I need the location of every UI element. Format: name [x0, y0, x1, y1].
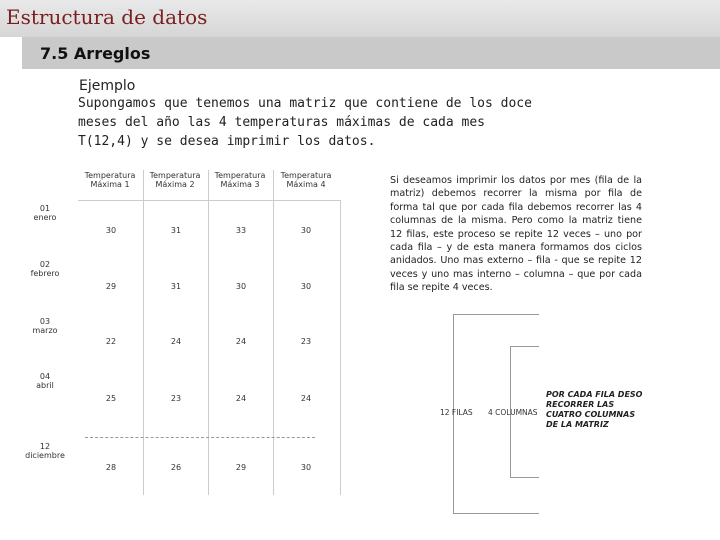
table-cell: 22: [105, 337, 117, 346]
section-title: 7.5 Arreglos: [40, 44, 151, 63]
table-cell: 28: [105, 463, 117, 472]
intro-line-2: meses del año las 4 temperaturas máximas de cada mes: [78, 115, 485, 130]
col-header-2: Temperatura Máxima 2: [149, 171, 201, 189]
table-cell: 29: [105, 282, 117, 291]
table-cell: 24: [235, 337, 247, 346]
table-cell: 24: [235, 394, 247, 403]
row-label: 04 abril: [36, 372, 54, 390]
table-cell: 25: [105, 394, 117, 403]
row-label: 12 diciembre: [25, 442, 65, 460]
table-cell: 31: [170, 282, 182, 291]
row-label: 03 marzo: [32, 317, 58, 335]
intro-line-3: T(12,4) y se desea imprimir los datos.: [78, 134, 376, 149]
table-cell: 30: [235, 282, 247, 291]
table-cell: 30: [300, 463, 312, 472]
table-cell: 26: [170, 463, 182, 472]
col-header-3: Temperatura Máxima 3: [214, 171, 266, 189]
table-cell: 24: [170, 337, 182, 346]
outer-loop-label: 12 FILAS: [440, 408, 473, 417]
table-cell: 24: [300, 394, 312, 403]
inner-loop-label: 4 COLUMNAS: [488, 408, 538, 417]
row-label: 01 enero: [33, 204, 57, 222]
table-cell: 23: [300, 337, 312, 346]
example-label: Ejemplo: [79, 78, 136, 94]
table-cell: 23: [170, 394, 182, 403]
col-header-4: Temperatura Máxima 4: [280, 171, 332, 189]
explanation-text: Si deseamos imprimir los datos por mes (fila de la matriz) debemos recorrer la misma por fila de forma tal que por cada fila debemos recorrer las 4 columnas de la misma. Pero como la matriz tiene 12 filas, este proceso se repite 12 veces – uno por cada fila – y de esta manera formamos dos ciclos anidados. Uno mas externo – fila - que se repite 12 veces y uno mas interno – columna – que por cada fila se repite 4 veces.: [390, 175, 642, 294]
col-header-1: Temperatura Máxima 1: [84, 171, 136, 189]
row-label: 02 febrero: [30, 260, 60, 278]
intro-line-1: Supongamos que tenemos una matriz que contiene de los doce: [78, 96, 532, 111]
page-title: Estructura de datos: [6, 5, 208, 29]
table-cell: 33: [235, 226, 247, 235]
table-cell: 30: [300, 282, 312, 291]
diagram-note: POR CADA FILA DESO RECORRER LAS CUATRO COLUMNAS DE LA MATRIZ: [546, 390, 643, 429]
table-cell: 31: [170, 226, 182, 235]
table-cell: 30: [105, 226, 117, 235]
table-cell: 30: [300, 226, 312, 235]
table-cell: 29: [235, 463, 247, 472]
